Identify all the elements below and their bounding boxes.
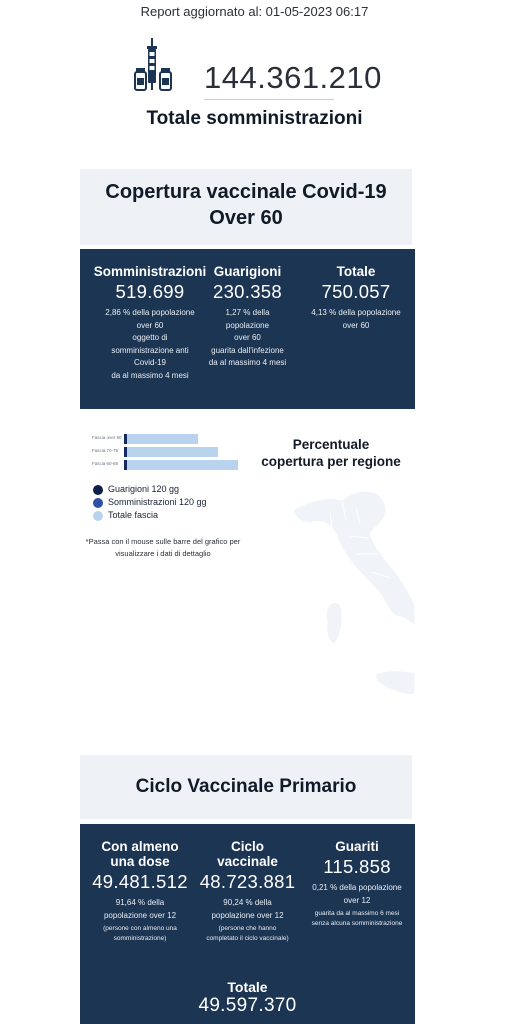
total-heading: Totale bbox=[227, 979, 268, 995]
sardinia-shape[interactable] bbox=[326, 602, 342, 644]
stat-desc: 1,27 % della popolazione bbox=[225, 308, 270, 330]
bar-label: Fascia over 80 bbox=[92, 435, 122, 440]
legend-swatch bbox=[93, 498, 103, 508]
primary-cycle-panel bbox=[80, 824, 415, 1024]
stat-guarigioni bbox=[205, 264, 290, 370]
stat-heading: vaccinale bbox=[217, 854, 278, 869]
coverage-title-line2: Over 60 bbox=[209, 207, 283, 229]
stat-desc: Covid-19 bbox=[133, 358, 166, 367]
stat-note: guarita da al massimo 6 mesi bbox=[314, 910, 400, 917]
stat-totale bbox=[302, 264, 410, 332]
stat-heading: una dose bbox=[110, 854, 170, 869]
note-line: *Passa con il mouse sulle barre del grafico per bbox=[85, 537, 241, 546]
map-title-line2: copertura per regione bbox=[261, 454, 401, 469]
stat-desc: 4,13 % della popolazione bbox=[311, 308, 401, 317]
stat-heading: Guarigioni bbox=[213, 264, 282, 279]
coverage-stats-panel bbox=[80, 249, 415, 409]
stat-value: 750.057 bbox=[321, 281, 391, 302]
bar-marker bbox=[124, 434, 127, 444]
divider bbox=[204, 99, 334, 100]
stat-desc: over 60 bbox=[234, 333, 261, 342]
stat-note: (persone che hanno bbox=[218, 925, 277, 932]
sicily-shape[interactable] bbox=[376, 671, 415, 695]
stat-ciclo-vaccinale bbox=[195, 839, 300, 944]
note-line: visualizzare i dati di dettaglio bbox=[115, 549, 211, 558]
stat-note: somministrazione) bbox=[113, 935, 167, 942]
stat-desc: 91,64 % della bbox=[115, 898, 165, 907]
map-title-line1: Percentuale bbox=[292, 437, 370, 452]
legend-swatch bbox=[93, 485, 103, 495]
bar-total-fill[interactable] bbox=[124, 447, 218, 457]
stat-somministrazioni bbox=[90, 264, 210, 382]
bar-total-fill[interactable] bbox=[124, 434, 198, 444]
stat-note: senza alcuna somministrazione bbox=[311, 920, 403, 927]
stat-desc: over 60 bbox=[136, 320, 164, 330]
bar-marker bbox=[124, 460, 127, 470]
legend-label: Guarigioni 120 gg bbox=[108, 484, 180, 494]
hover-hint-note bbox=[78, 536, 248, 560]
report-updated-text: Report aggiornato al: 01-05-2023 06:17 bbox=[140, 4, 369, 19]
bar-label: Fascia 70-79 bbox=[92, 448, 119, 453]
bar-row-over-80[interactable] bbox=[90, 434, 250, 444]
stat-value: 230.358 bbox=[213, 281, 282, 302]
stat-value: 519.699 bbox=[115, 281, 185, 302]
bar-label: Fascia 60-69 bbox=[92, 461, 119, 466]
coverage-title bbox=[80, 169, 412, 245]
stat-desc: 0,21 % della popolazione bbox=[312, 883, 402, 892]
stat-desc: 2,86 % della popolazione bbox=[105, 308, 195, 317]
coverage-title-line1: Copertura vaccinale Covid-19 bbox=[105, 181, 387, 203]
legend-swatch bbox=[93, 511, 103, 521]
stat-value: 115.858 bbox=[323, 856, 391, 877]
stat-value: 48.723.881 bbox=[199, 871, 296, 892]
stat-guariti bbox=[302, 839, 412, 929]
bar-row-60-69[interactable] bbox=[90, 460, 250, 470]
bar-total-fill[interactable] bbox=[124, 460, 238, 470]
syringe-vials-icon bbox=[134, 38, 176, 92]
age-band-bar-chart[interactable] bbox=[90, 430, 250, 475]
stat-heading: Ciclo bbox=[230, 839, 264, 854]
total-administrations-label: Totale somministrazioni bbox=[146, 108, 363, 129]
bar-row-70-79[interactable] bbox=[90, 447, 250, 457]
stat-totale-primary bbox=[80, 979, 415, 1017]
stat-desc: somministrazione anti bbox=[111, 345, 189, 355]
legend-label: Totale fascia bbox=[108, 510, 159, 520]
stat-heading: Somministrazioni bbox=[93, 264, 207, 279]
mainland-shape[interactable] bbox=[293, 491, 415, 626]
total-administrations-value: 144.361.210 bbox=[204, 60, 382, 95]
stat-desc: da al massimo 4 mesi bbox=[111, 370, 189, 380]
italy-region-map[interactable] bbox=[290, 488, 415, 703]
stat-desc: oggetto di bbox=[132, 333, 168, 342]
primary-cycle-title: Ciclo Vaccinale Primario bbox=[80, 755, 412, 819]
legend-label: Somministrazioni 120 gg bbox=[108, 497, 207, 507]
stat-heading: Totale bbox=[336, 264, 376, 279]
stat-desc: guarita dall'infezione bbox=[211, 345, 284, 355]
stat-desc: over 60 bbox=[342, 320, 370, 330]
stat-value: 49.481.512 bbox=[92, 871, 188, 892]
stat-desc: popolazione over 12 bbox=[103, 910, 177, 920]
stat-heading: Guariti bbox=[335, 839, 379, 854]
stat-heading: Con almeno bbox=[101, 839, 179, 854]
stat-note: (persone con almeno una bbox=[103, 925, 177, 932]
stat-desc: da al massimo 4 mesi bbox=[208, 358, 287, 367]
stat-desc: over 12 bbox=[343, 895, 371, 905]
stat-almeno-una-dose bbox=[85, 839, 195, 944]
map-title bbox=[256, 436, 406, 470]
stat-desc: 90,24 % della bbox=[223, 898, 272, 907]
stat-desc: popolazione over 12 bbox=[211, 910, 284, 920]
stat-note: completato il ciclo vaccinale) bbox=[206, 935, 289, 942]
bar-marker bbox=[124, 447, 127, 457]
total-value: 49.597.370 bbox=[198, 995, 297, 1016]
